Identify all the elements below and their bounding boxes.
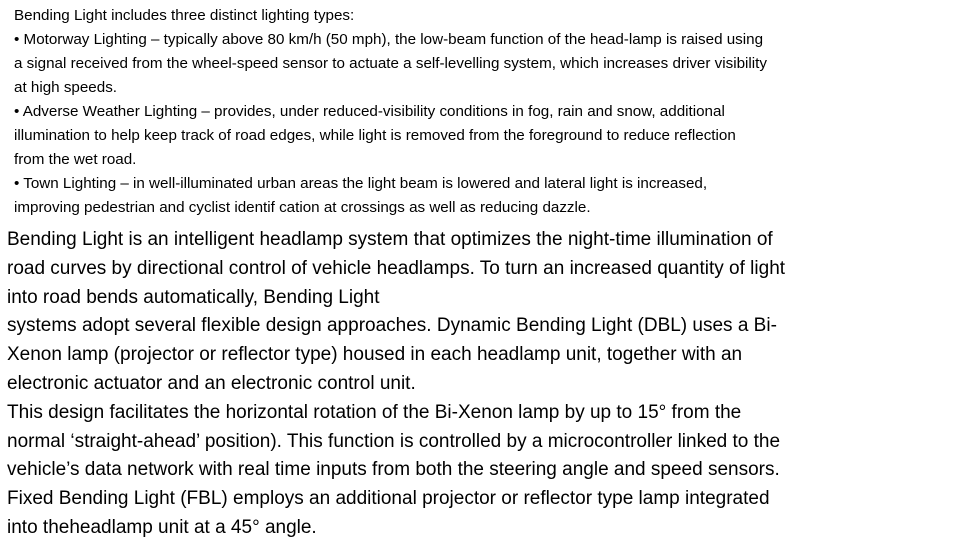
description-line: normal ‘straight-ahead’ position). This function is controlled by a microcontroller linked to the <box>7 430 781 452</box>
motorway-lighting-line-2: a signal received from the wheel-speed sensor to actuate a self-levelling system, which increases driver visibility <box>14 55 767 72</box>
description-line: systems adopt several flexible design approaches. Dynamic Bending Light (DBL) uses a Bi- <box>7 315 777 337</box>
description-line: Xenon lamp (projector or reflector type) housed in each headlamp unit, together with an <box>7 344 743 366</box>
town-lighting-line-2: improving pedestrian and cyclist identif cation at crossings as well as reducing dazzle. <box>14 199 591 216</box>
description-line: into theheadlamp unit at a 45° angle. <box>7 516 317 538</box>
town-lighting-line-1: • Town Lighting – in well-illuminated urban areas the light beam is lowered and lateral light is increased, <box>14 175 708 192</box>
description-line: road curves by directional control of vehicle headlamps. To turn an increased quantity of light <box>7 257 786 279</box>
description-line: electronic actuator and an electronic control unit. <box>7 372 416 394</box>
lighting-types-section <box>14 4 954 220</box>
description-line: This design facilitates the horizontal rotation of the Bi-Xenon lamp by up to 15° from the <box>7 401 742 423</box>
section-intro: Bending Light includes three distinct lighting types: <box>14 7 355 24</box>
motorway-lighting-line-1: • Motorway Lighting – typically above 80 km/h (50 mph), the low-beam function of the head-lamp is raised using <box>14 31 764 48</box>
description-line: vehicle’s data network with real time inputs from both the steering angle and speed sensors. <box>7 459 780 481</box>
motorway-lighting-line-3: at high speeds. <box>14 79 118 96</box>
bending-light-description <box>7 226 957 543</box>
adverse-weather-lighting-line-2: illumination to help keep track of road edges, while light is removed from the foreground to reduce reflection <box>14 127 736 144</box>
adverse-weather-lighting-line-3: from the wet road. <box>14 151 137 168</box>
adverse-weather-lighting-line-1: • Adverse Weather Lighting – provides, under reduced-visibility conditions in fog, rain and snow, additional <box>14 103 725 120</box>
description-line: into road bends automatically, Bending Light <box>7 286 380 308</box>
description-line: Fixed Bending Light (FBL) employs an additional projector or reflector type lamp integrated <box>7 488 770 510</box>
description-line: Bending Light is an intelligent headlamp system that optimizes the night-time illumination of <box>7 229 773 250</box>
